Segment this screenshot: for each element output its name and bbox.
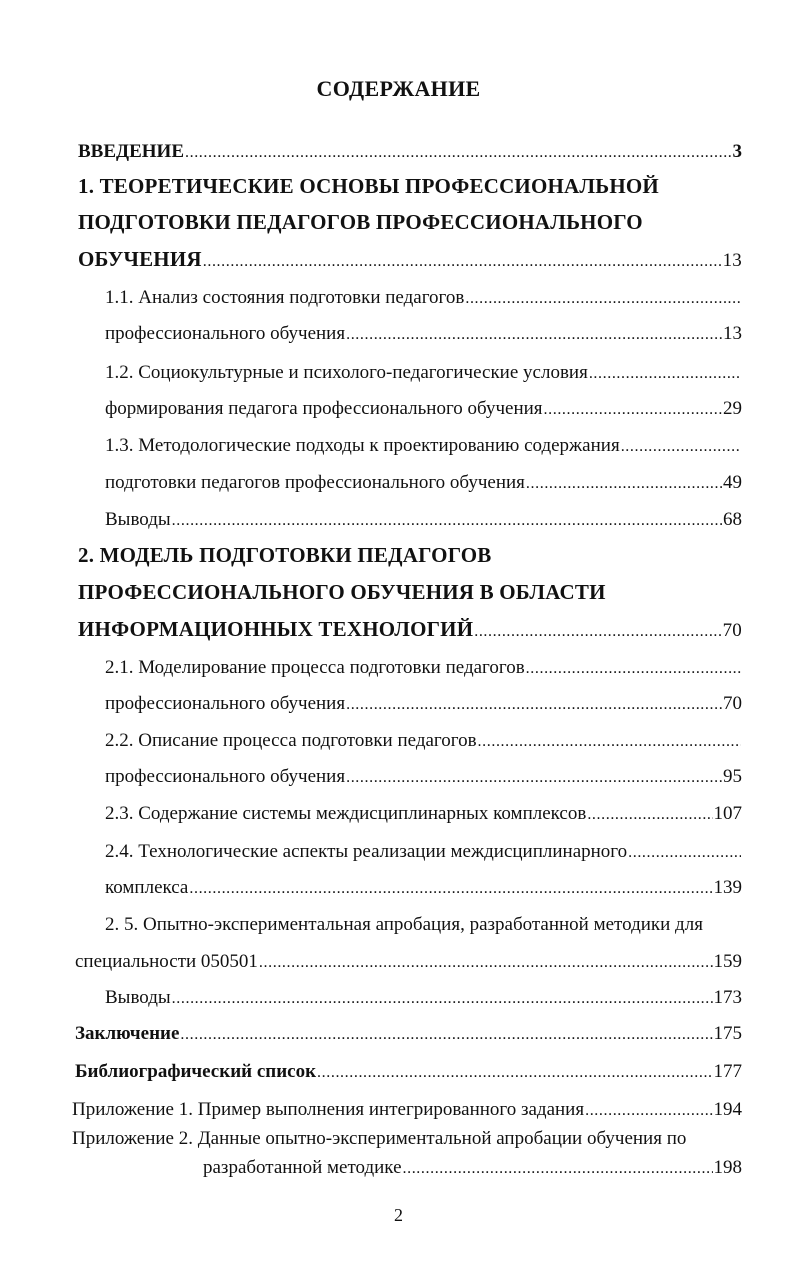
toc-entry-text: профессионального обучения [105,693,346,714]
toc-entry-text: подготовки педагогов профессионального обучения [105,472,525,493]
toc-section-1-1-cont[interactable] [105,324,742,343]
toc-section-2-5-cont[interactable] [75,952,742,971]
toc-entry-text: ВВЕДЕНИЕ [78,141,184,162]
toc-entry-text: ПРОФЕССИОНАЛЬНОГО ОБУЧЕНИЯ В ОБЛАСТИ [78,580,606,604]
toc-entry-page: 68 [723,509,742,530]
toc-section-2-1-cont[interactable] [105,694,742,713]
toc-entry-text: 1.2. Социокультурные и психолого-педагогические условия [105,362,588,383]
toc-entry-text: разработанной методике [203,1157,402,1178]
leader-dots [589,363,741,382]
toc-entry-page: 49 [723,472,742,493]
toc-entry-text: 2.3. Содержание системы междисциплинарных комплексов [105,803,587,824]
toc-entry-text: 2. 5. Опытно-экспериментальная апробация, разработанной методики для [105,914,703,935]
toc-conclusions-2[interactable] [105,988,742,1007]
toc-entry-page: 29 [723,398,742,419]
toc-section-2-4-cont[interactable] [105,878,742,897]
leader-dots [346,767,722,786]
toc-entry-text: 2. МОДЕЛЬ ПОДГОТОВКИ ПЕДАГОГОВ [78,543,492,567]
toc-entry-page: 175 [713,1023,742,1044]
toc-section-2-3[interactable] [105,804,742,823]
toc-conclusions-1[interactable] [105,510,742,529]
toc-appendix-2-cont[interactable] [203,1158,742,1177]
leader-dots [346,694,722,713]
toc-section-1-2-cont[interactable] [105,399,742,418]
toc-entry-text: Заключение [75,1023,180,1044]
leader-dots [172,988,713,1007]
leader-dots [189,878,712,897]
toc-entry-text: 1.1. Анализ состояния подготовки педагогов [105,287,465,308]
toc-entry-text: Приложение 1. Пример выполнения интегрированного задания [72,1099,585,1120]
toc-appendix-1[interactable] [72,1100,742,1119]
toc-entry-text: специальности 050501 [75,951,258,972]
toc-entry-text: 1. ТЕОРЕТИЧЕСКИЕ ОСНОВЫ ПРОФЕССИОНАЛЬНОЙ [78,174,659,198]
toc-section-2-1[interactable] [105,658,742,677]
toc-entry-text: 2.2. Описание процесса подготовки педагогов [105,730,477,751]
leader-dots [403,1158,713,1177]
toc-section-2-2-cont[interactable] [105,767,742,786]
toc-entry-page: 3 [732,141,742,162]
leader-dots [585,1100,712,1119]
toc-introduction[interactable] [78,142,742,161]
leader-dots [203,249,722,270]
leader-dots [628,842,741,861]
toc-entry-page: 107 [713,803,742,824]
leader-dots [587,804,712,823]
toc-entry-page: 13 [722,250,742,271]
toc-appendix-2[interactable] [72,1129,686,1148]
toc-section-2-5[interactable] [105,915,742,934]
toc-entry-page: 139 [713,877,742,898]
toc-chapter-1-line-2[interactable] [78,212,643,233]
toc-entry-page: 177 [713,1061,742,1082]
toc-entry-text: 2.1. Моделирование процесса подготовки педагогов [105,657,525,678]
leader-dots [317,1062,712,1081]
toc-entry-text: формирования педагога профессионального обучения [105,398,543,419]
toc-entry-text: 2.4. Технологические аспекты реализации междисциплинарного [105,841,628,862]
toc-entry-text: 1.3. Методологические подходы к проектированию содержания [105,435,620,456]
toc-entry-text: ОБУЧЕНИЯ [78,247,202,271]
toc-entry-text: Выводы [105,987,171,1008]
leader-dots [465,288,741,307]
toc-entry-page: 173 [713,987,742,1008]
toc-entry-text: Библиографический список [75,1061,317,1082]
page-title: СОДЕРЖАНИЕ [316,76,481,101]
leader-dots [526,658,741,677]
page-number: 2 [394,1205,403,1225]
toc-entry-text: Приложение 2. Данные опытно-экспериментальной апробации обучения по [72,1128,687,1149]
toc-entry-page: 198 [713,1157,742,1178]
leader-dots [180,1024,712,1043]
toc-entry-page: 95 [723,766,742,787]
leader-dots [259,952,713,971]
toc-section-1-3[interactable] [105,436,742,455]
leader-dots [478,731,741,750]
toc-conclusion[interactable] [75,1024,742,1043]
toc-entry-text: ПОДГОТОВКИ ПЕДАГОГОВ ПРОФЕССИОНАЛЬНОГО [78,210,643,234]
toc-entry-text: профессионального обучения [105,323,346,344]
leader-dots [346,324,722,343]
leader-dots [544,399,722,418]
toc-entry-page: 13 [723,323,742,344]
toc-entry-page: 194 [713,1099,742,1120]
toc-chapter-2-line-3[interactable] [78,619,742,640]
toc-section-1-2[interactable] [105,363,742,382]
toc-chapter-2-line-2[interactable] [78,582,606,603]
toc-entry-text: Выводы [105,509,171,530]
toc-entry-text: ИНФОРМАЦИОННЫХ ТЕХНОЛОГИЙ [78,617,474,641]
toc-section-2-4[interactable] [105,842,742,861]
leader-dots [526,473,722,492]
toc-bibliography[interactable] [75,1062,742,1081]
toc-entry-page: 159 [713,951,742,972]
leader-dots [621,436,741,455]
toc-entry-page: 70 [722,620,742,641]
toc-entry-text: комплекса [105,877,189,898]
toc-chapter-1-line-1[interactable] [78,176,659,197]
toc-chapter-1-line-3[interactable] [78,249,742,270]
toc-section-2-2[interactable] [105,731,742,750]
toc-entry-page: 70 [723,693,742,714]
toc-section-1-3-cont[interactable] [105,473,742,492]
toc-section-1-1[interactable] [105,288,742,307]
leader-dots [474,619,721,640]
toc-entry-text: профессионального обучения [105,766,346,787]
leader-dots [185,142,732,161]
leader-dots [172,510,722,529]
toc-chapter-2-line-1[interactable] [78,545,492,566]
